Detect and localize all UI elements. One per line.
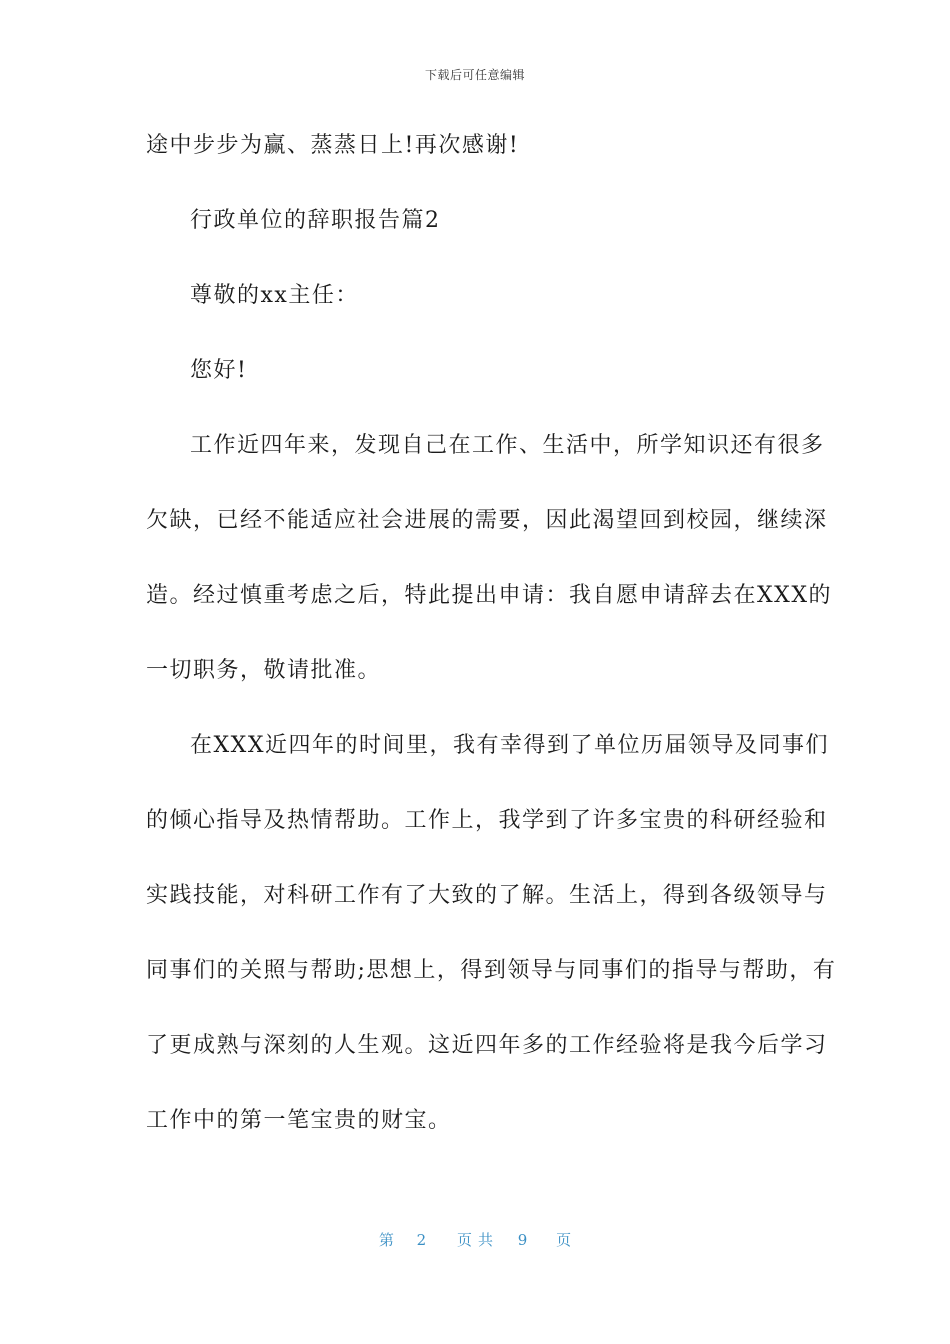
paragraph-1-line-3: 造。经过慎重考虑之后，特此提出申请：我自愿申请辞去在XXX的 [146,583,832,608]
page-header-note: 下载后可任意编辑 [424,68,525,82]
paragraph-2-line-2: 的倾心指导及热情帮助。工作上，我学到了许多宝贵的科研经验和 [146,808,828,833]
section-heading: 行政单位的辞职报告篇2 [190,208,441,233]
paragraph-2-line-6: 工作中的第一笔宝贵的财宝。 [146,1108,452,1133]
footer-mid: 页共 [456,1231,499,1249]
footer-current-page: 2 [416,1231,427,1249]
paragraph-2-line-4: 同事们的关照与帮助;思想上，得到领导与同事们的指导与帮助，有 [146,958,837,983]
footer-suffix: 页 [556,1231,572,1249]
paragraph-2-line-1: 在XXX近四年的时间里，我有幸得到了单位历届领导及同事们 [190,733,829,758]
paragraph-1-line-2: 欠缺，已经不能适应社会进展的需要，因此渴望回到校园，继续深 [146,508,828,533]
page-footer [0,1229,950,1250]
salutation: 尊敬的xx主任： [190,283,359,308]
paragraph-1-line-4: 一切职务，敬请批准。 [146,658,382,683]
footer-prefix: 第 [378,1231,394,1249]
paragraph-2-line-5: 了更成熟与深刻的人生观。这近四年多的工作经验将是我今后学习 [146,1033,828,1058]
body-line-1: 途中步步为赢、蒸蒸日上!再次感谢! [146,133,520,158]
paragraph-2-line-3: 实践技能，对科研工作有了大致的了解。生活上，得到各级领导与 [146,883,828,908]
footer-total-pages: 9 [517,1231,528,1249]
paragraph-1-line-1: 工作近四年来，发现自己在工作、生活中，所学知识还有很多 [190,433,825,458]
greeting: 您好! [190,358,248,383]
